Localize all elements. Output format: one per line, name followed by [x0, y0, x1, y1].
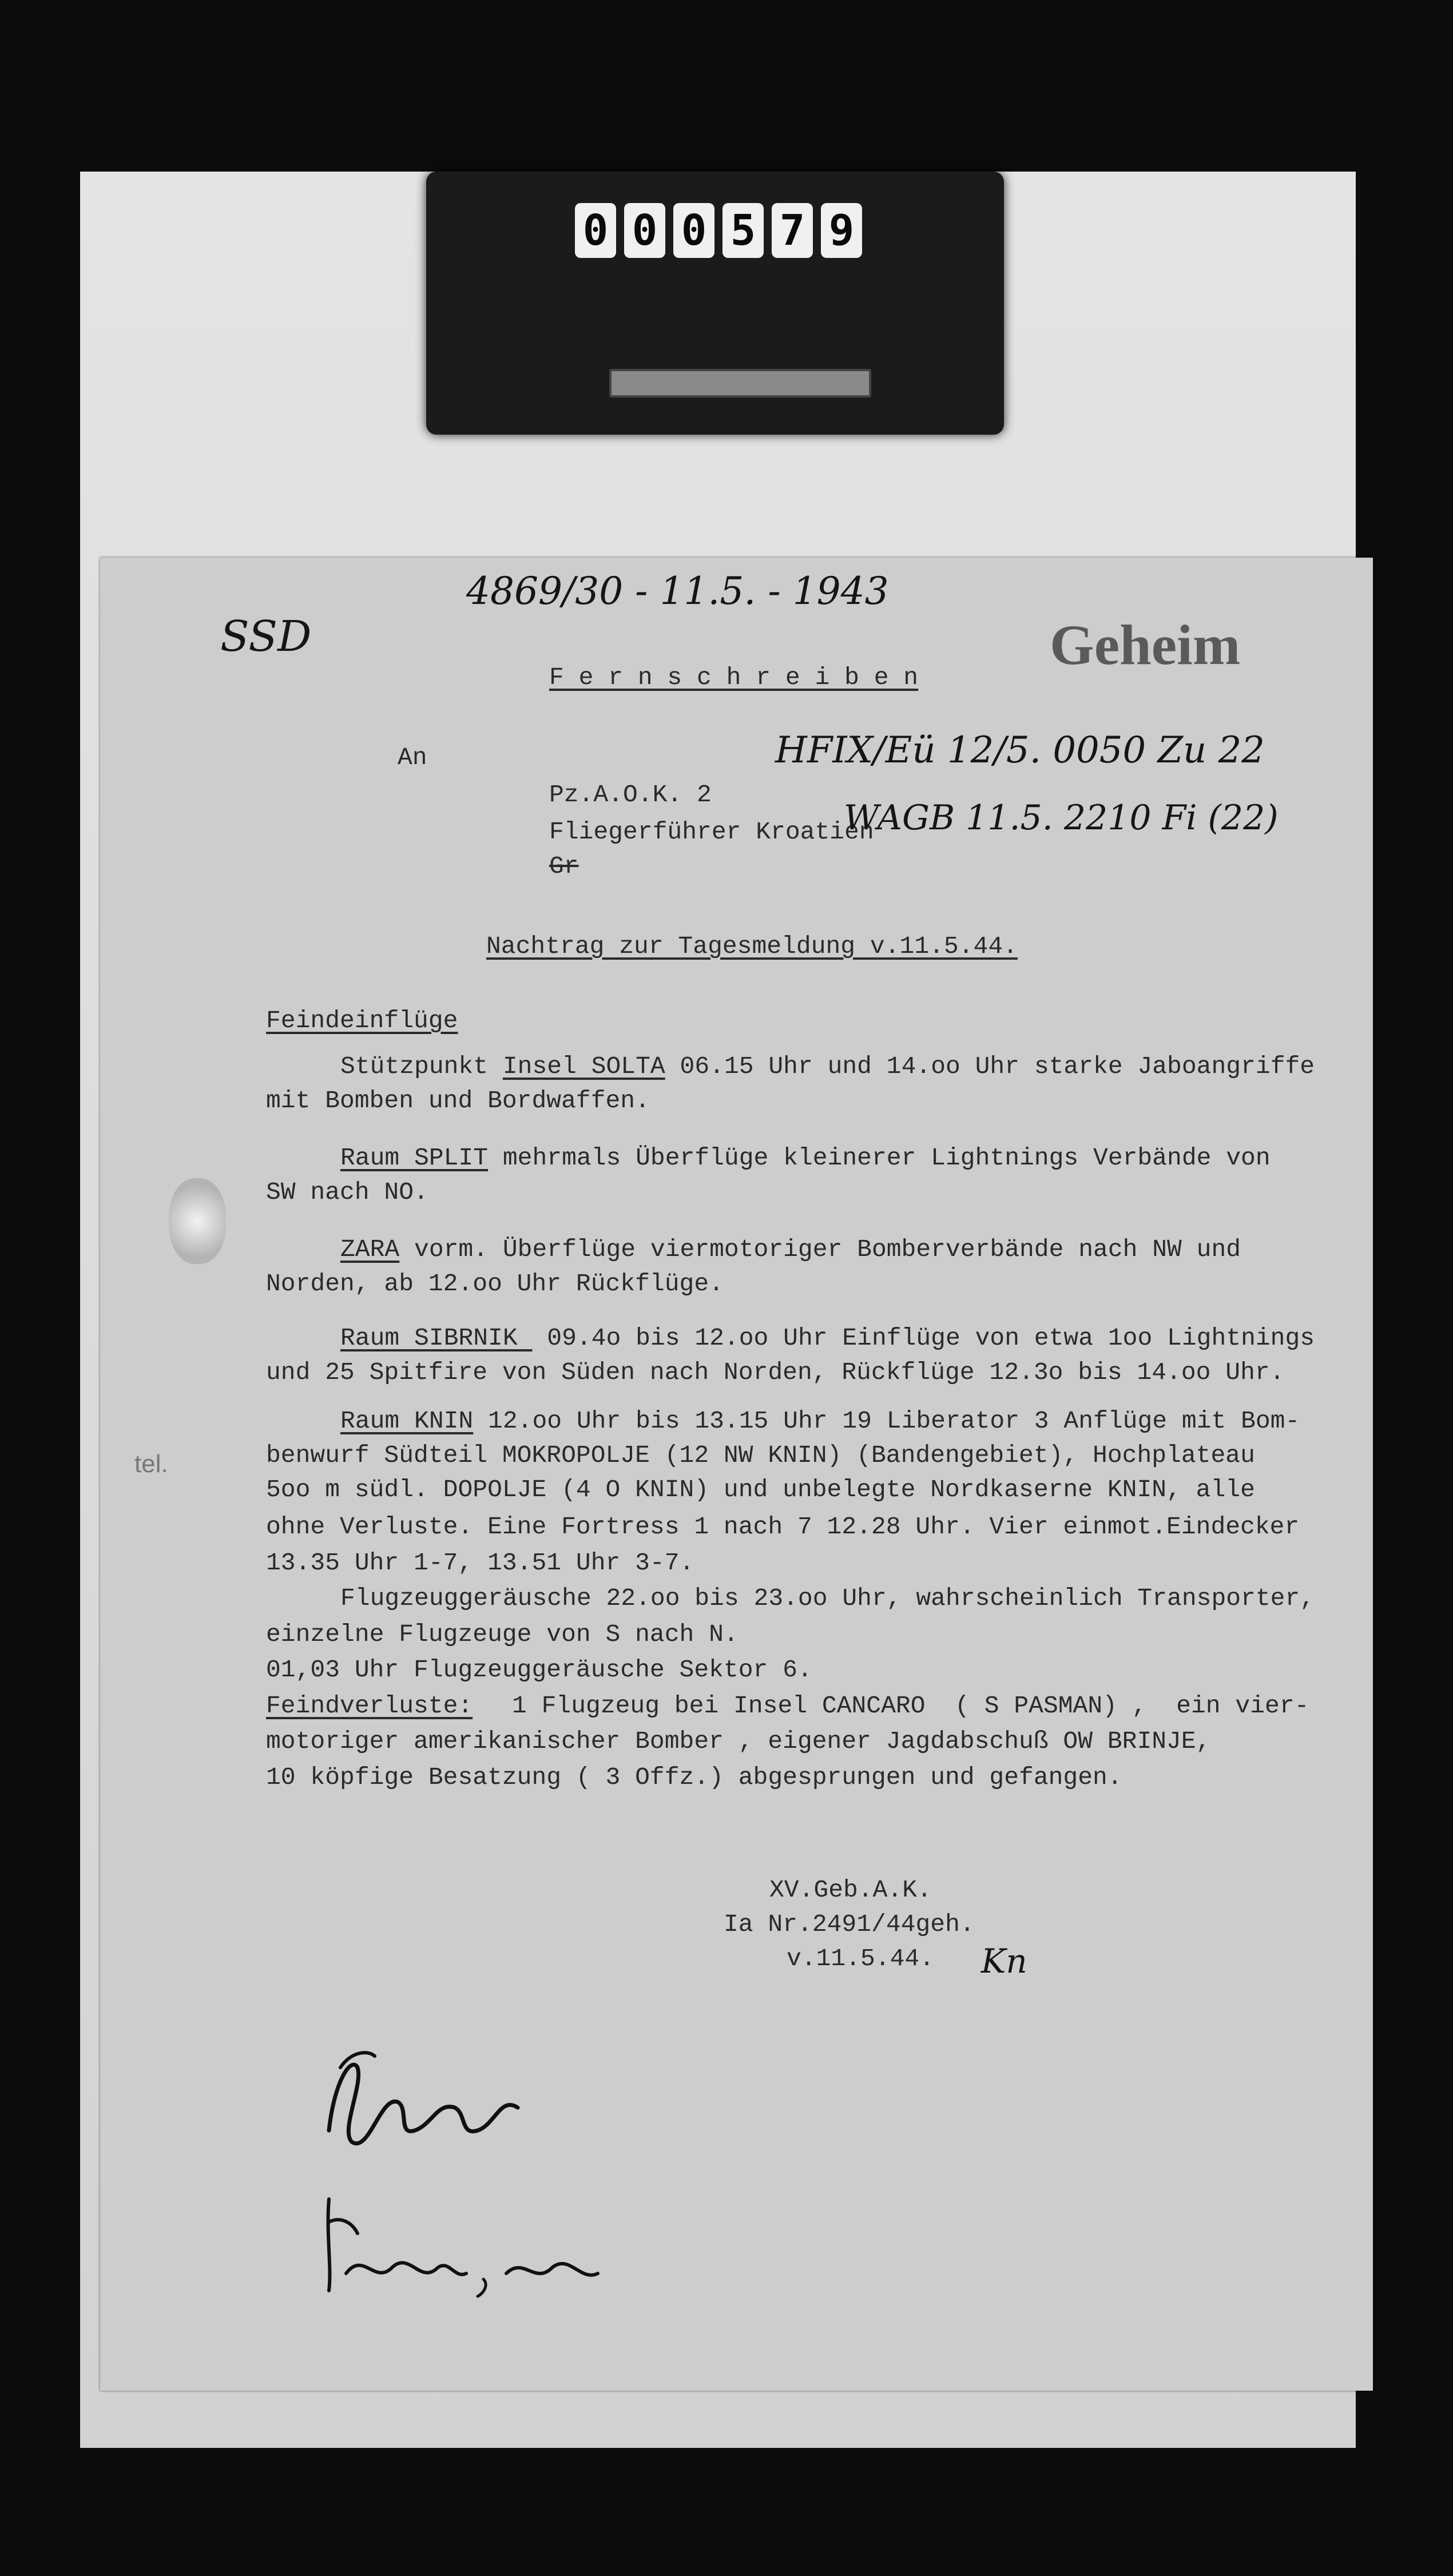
report-line: 01,03 Uhr Flugzeuggeräusche Sektor 6.	[266, 1656, 812, 1684]
section-heading-enemy-flights: Feindeinflüge	[266, 1007, 458, 1035]
report-line: Stützpunkt Insel SOLTA 06.15 Uhr und 14.oo Uhr starke Jaboangriffe	[340, 1052, 1315, 1080]
counter-digit: 0	[673, 203, 714, 258]
recipient-line: Fliegerführer Kroatien	[549, 818, 874, 846]
margin-mark: tel.	[134, 1450, 168, 1478]
report-line: benwurf Südteil MOKROPOLJE (12 NW KNIN) (Bandengebiet), Hochplateau	[266, 1441, 1255, 1469]
frame-counter-digits	[575, 203, 862, 258]
report-line: Raum SPLIT mehrmals Überflüge kleinerer Lightnings Verbände von	[340, 1144, 1271, 1172]
sender-date: v.11.5.44.	[787, 1945, 935, 1973]
report-line: 10 köpfige Besatzung ( 3 Offz.) abgesprungen und gefangen.	[266, 1763, 1122, 1791]
counter-slot	[609, 369, 871, 397]
handwritten-file-number: 4869/30 - 11.5. - 1943	[466, 569, 889, 613]
counter-digit: 0	[624, 203, 665, 258]
counter-digit: 0	[575, 203, 616, 258]
report-line: Norden, ab 12.oo Uhr Rückflüge.	[266, 1270, 724, 1298]
counter-digit: 5	[722, 203, 764, 258]
report-line: ZARA vorm. Überflüge viermotoriger Bomberverbände nach NW und	[340, 1235, 1241, 1263]
report-line: Raum SIBRNIK 09.4o bis 12.oo Uhr Einflüge von etwa 1oo Lightnings	[340, 1324, 1315, 1352]
recipient-line-struck: Gr	[549, 852, 579, 880]
report-line: Raum KNIN 12.oo Uhr bis 13.15 Uhr 19 Liberator 3 Anflüge mit Bom-	[340, 1407, 1300, 1435]
sender-reference: Ia Nr.2491/44geh.	[724, 1910, 975, 1938]
teletype-document	[100, 558, 1373, 2391]
document-type-heading: F e r n s c h r e i b e n	[549, 663, 919, 691]
sender-unit: XV.Geb.A.K.	[769, 1876, 932, 1904]
report-line: ohne Verluste. Eine Fortress 1 nach 7 12.28 Uhr. Vier einmot.Eindecker	[266, 1513, 1300, 1541]
report-line: 5oo m südl. DOPOLJE (4 O KNIN) und unbelegte Nordkaserne KNIN, alle	[266, 1476, 1255, 1504]
handwritten-signature	[317, 2045, 535, 2170]
secret-stamp: Geheim	[1050, 613, 1241, 677]
report-line: 13.35 Uhr 1-7, 13.51 Uhr 3-7.	[266, 1549, 694, 1577]
report-line: SW nach NO.	[266, 1178, 428, 1206]
handwritten-routing-note: WAGB 11.5. 2210 Fi (22)	[844, 798, 1279, 838]
report-line: mit Bomben und Bordwaffen.	[266, 1087, 650, 1115]
counter-digit: 7	[772, 203, 813, 258]
frame-counter-device	[426, 172, 1004, 435]
handwritten-initials: Kn	[981, 1942, 1027, 1981]
recipient-line: Pz.A.O.K. 2	[549, 781, 712, 809]
subject-line: Nachtrag zur Tagesmeldung v.11.5.44.	[486, 932, 1018, 960]
counter-digit: 9	[821, 203, 862, 258]
section-heading-enemy-losses: Feindverluste:	[266, 1692, 473, 1720]
report-line: einzelne Flugzeuge von S nach N.	[266, 1620, 739, 1648]
handwritten-left-note: SSD	[220, 612, 312, 661]
handwritten-routing-note: HFIX/Eü 12/5. 0050 Zu 22	[775, 729, 1265, 772]
report-line: motoriger amerikanischer Bomber , eigener Jagdabschuß OW BRINJE,	[266, 1727, 1211, 1755]
report-line: und 25 Spitfire von Süden nach Norden, Rückflüge 12.3o bis 14.oo Uhr.	[266, 1358, 1285, 1386]
handwritten-countersignature	[312, 2188, 609, 2302]
report-line: 1 Flugzeug bei Insel CANCARO ( S PASMAN) , ein vier-	[512, 1692, 1309, 1720]
report-line: Flugzeuggeräusche 22.oo bis 23.oo Uhr, wahrscheinlich Transporter,	[340, 1584, 1315, 1612]
recipient-label: An	[398, 744, 427, 772]
punch-hole	[169, 1178, 226, 1264]
